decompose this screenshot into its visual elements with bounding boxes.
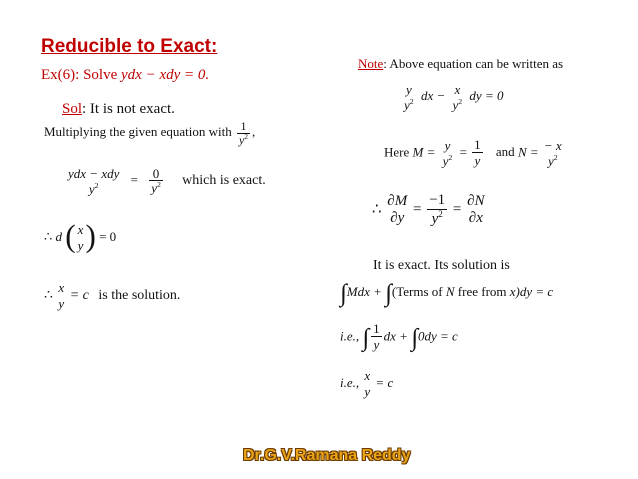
pd-equals: = — [412, 201, 422, 218]
int-l3-den: y — [364, 384, 371, 399]
eq2-num: x — [77, 222, 84, 237]
m-sup-1: 2 — [448, 153, 453, 163]
solution-rhs: = c — [69, 288, 89, 304]
m-equals: M = — [412, 144, 436, 160]
pd-mid-num: −1 — [429, 192, 446, 208]
integral-line-3 — [340, 368, 393, 400]
r1-a-num: y — [405, 82, 412, 97]
here-text: Here — [384, 144, 410, 160]
r1-a-den: y — [404, 97, 410, 113]
int-l2-dx: dx + — [383, 328, 408, 344]
note-line — [358, 56, 563, 72]
sol-line — [62, 101, 175, 118]
int-l1-b: (Terms of — [391, 284, 443, 300]
pd-equals-2: = — [452, 201, 462, 218]
pd-lhs-num: ∂M — [387, 193, 408, 210]
pd-therefore: ∴ — [372, 201, 382, 218]
and-text: and — [495, 144, 515, 160]
eq1-tail: which is exact. — [182, 172, 266, 188]
ie-label-1: i.e., — [340, 328, 360, 344]
eq1-equals: = — [130, 171, 138, 187]
m-den-1: y — [442, 153, 449, 169]
example-label: Ex(6): Solve — [41, 67, 118, 83]
eq2-rhs: = 0 — [99, 228, 117, 244]
eq2-fraction — [78, 222, 84, 254]
solution-line — [44, 280, 180, 312]
eq1-rhs-fraction — [149, 167, 163, 196]
solution-fraction — [58, 280, 64, 312]
multiply-frac-den: y — [239, 132, 245, 147]
n-fraction — [544, 138, 562, 168]
m-den-2: y — [474, 152, 481, 168]
integral-sign-1: ∫ — [340, 280, 347, 307]
int-l2-b: 0dy = c — [417, 328, 458, 344]
integral-sign-4: ∫ — [411, 324, 418, 352]
eq1-rhs-sup: 2 — [156, 180, 161, 190]
pd-rhs-den: ∂x — [468, 210, 483, 227]
int-l2-den: y — [373, 336, 380, 352]
ie-label-2: i.e., — [340, 374, 360, 390]
r1-a-fraction — [402, 82, 416, 112]
eq1-lhs-sup: 2 — [94, 181, 99, 190]
integral-line-2 — [340, 322, 458, 353]
n-equals: N = — [517, 144, 539, 160]
pd-mid-sup: 2 — [438, 208, 443, 219]
slide-title: Reducible to Exact: — [41, 36, 218, 57]
m-num-2: 1 — [474, 137, 481, 152]
sol-text: : It is not exact. — [82, 101, 175, 117]
int-l3-fraction — [364, 368, 370, 400]
integral-sign-3: ∫ — [362, 324, 370, 352]
here-line — [384, 138, 564, 169]
int-l1-a: Mdx + — [346, 284, 382, 300]
integral-line-1 — [340, 280, 554, 307]
rewritten-equation — [400, 82, 503, 112]
r1-b-num: x — [454, 82, 461, 97]
m-fraction-1 — [441, 138, 455, 168]
eq2-den: y — [77, 238, 84, 253]
integral-sign-2: ∫ — [385, 280, 392, 307]
int-l2-fraction — [371, 322, 382, 353]
pd-mid-fraction — [427, 193, 447, 228]
exact-line: It is exact. Its solution is — [373, 258, 510, 273]
eq1-rhs-num: 0 — [149, 167, 163, 182]
example-equation: ydx − xdy = 0. — [121, 67, 210, 83]
sol-label: Sol — [62, 101, 83, 117]
note-text: : Above equation can be written as — [383, 56, 564, 71]
r1-b-den: y — [452, 97, 459, 113]
eq2-d: d — [55, 228, 63, 244]
eq1-lhs-fraction — [68, 166, 119, 196]
equation-1 — [66, 166, 266, 196]
solution-den: y — [58, 296, 65, 311]
r1-a-sup: 2 — [409, 97, 414, 106]
int-l2-num: 1 — [373, 321, 380, 336]
eq1-rhs-den: y — [151, 180, 157, 196]
r1-a-dx: dx − — [420, 87, 446, 103]
multiply-fraction — [237, 120, 250, 146]
eq1-lhs-num: ydx − xdy — [68, 166, 120, 181]
int-l3-num: x — [364, 368, 371, 383]
int-l1-d: free from — [457, 284, 507, 300]
example-line — [41, 67, 209, 84]
r1-b-fraction — [450, 82, 464, 112]
pd-rhs-fraction — [467, 193, 484, 227]
multiply-frac-sup: 2 — [244, 132, 248, 141]
multiply-tail: , — [251, 124, 256, 140]
int-l1-e: x)dy = c — [509, 284, 554, 300]
multiply-line — [44, 120, 255, 146]
solution-num: x — [58, 280, 65, 295]
eq2-therefore: ∴ — [44, 228, 53, 244]
pd-lhs-den: ∂y — [390, 210, 405, 227]
int-l1-c: N — [445, 284, 455, 300]
multiply-text: Multiplying the given equation with — [44, 124, 232, 140]
pd-rhs-num: ∂N — [467, 193, 485, 210]
solution-tail: is the solution. — [98, 288, 181, 304]
n-den: y — [547, 153, 554, 169]
solution-therefore: ∴ — [44, 288, 53, 304]
author-footer: Dr.G.V.Ramana Reddy — [243, 447, 411, 464]
n-sup: 2 — [553, 153, 558, 163]
eq1-lhs-den: y — [88, 181, 95, 197]
m-num-1: y — [444, 138, 451, 154]
equation-2: ∴ d ( x y ) = 0 — [44, 218, 117, 254]
n-num: − x — [543, 138, 562, 154]
note-label: Note — [358, 56, 384, 71]
r1-b-dy: dy = 0 — [469, 87, 504, 103]
m-equals-2: = — [459, 144, 467, 160]
multiply-frac-num: 1 — [237, 120, 250, 134]
int-l3-rhs: = c — [375, 374, 394, 390]
pd-lhs-fraction — [387, 193, 407, 227]
r1-b-sup: 2 — [458, 97, 463, 106]
pd-mid-den: y — [431, 210, 439, 227]
m-fraction-2 — [472, 138, 483, 169]
partial-derivatives — [372, 193, 487, 228]
